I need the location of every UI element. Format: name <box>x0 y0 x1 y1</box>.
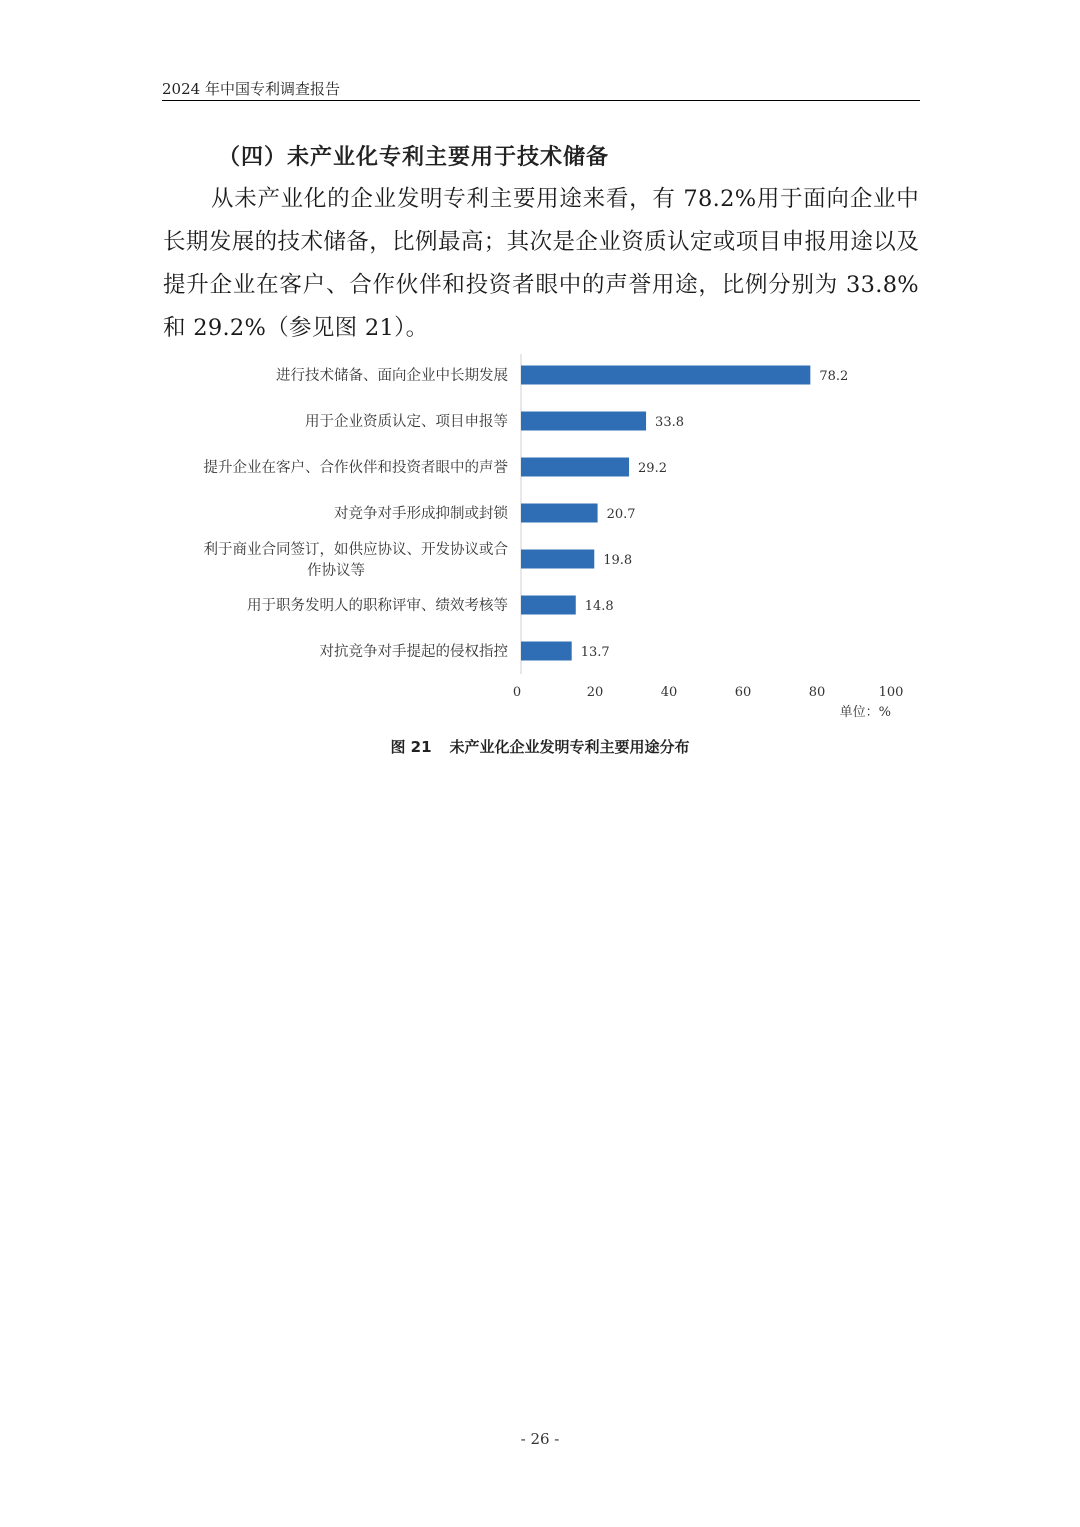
bar <box>521 458 629 477</box>
category-label: 提升企业在客户、合作伙伴和投资者眼中的声誉 <box>203 460 508 476</box>
category-label: 用于企业资质认定、项目申报等 <box>305 414 508 430</box>
category-label: 对抗竞争对手提起的侵权指控 <box>319 644 508 660</box>
figure-number: 图 21 <box>390 738 432 756</box>
section-title: （四）未产业化专利主要用于技术储备 <box>218 145 610 170</box>
x-tick-label: 100 <box>878 685 904 700</box>
data-label: 78.2 <box>819 369 849 384</box>
data-label: 19.8 <box>603 553 633 568</box>
bar-chart <box>160 350 920 730</box>
x-tick-label: 80 <box>808 685 826 700</box>
x-tick-label: 40 <box>660 685 678 700</box>
category-label: 作协议等 <box>307 563 365 579</box>
page-number: - 26 - <box>520 1430 560 1448</box>
data-label: 13.7 <box>580 645 610 660</box>
bar <box>521 642 572 661</box>
x-tick-label: 60 <box>734 685 752 700</box>
category-label: 利于商业合同签订，如供应协议、开发协议或合 <box>203 542 508 558</box>
figure-caption <box>0 736 1080 757</box>
data-label: 14.8 <box>584 599 614 614</box>
data-label: 29.2 <box>638 461 667 476</box>
figure-title: 未产业化企业发明专利主要用途分布 <box>449 738 690 756</box>
bar-chart-svg <box>160 350 920 730</box>
data-label: 33.8 <box>655 415 685 430</box>
bar <box>521 412 646 431</box>
category-label: 用于职务发明人的职称评审、绩效考核等 <box>247 598 508 614</box>
data-label: 20.7 <box>606 507 636 522</box>
bar <box>521 366 810 385</box>
x-tick-label: 20 <box>586 685 604 700</box>
x-tick-label: 0 <box>512 685 522 700</box>
bar <box>521 504 598 523</box>
bar <box>521 550 594 569</box>
category-label: 对竞争对手形成抑制或封锁 <box>334 506 508 522</box>
page-header <box>162 78 920 101</box>
bar <box>521 596 576 615</box>
header-title: 2024 年中国专利调查报告 <box>162 80 340 98</box>
body-paragraph: 从未产业化的企业发明专利主要用途来看，有 78.2%用于面向企业中长期发展的技术储备，比例最高；其次是企业资质认定或项目申报用途以及提升企业在客户、合作伙伴和投资者眼中的声誉用途，比例分别为 33.8%和 29.2%（参见图 21）。 <box>163 186 919 341</box>
category-label: 进行技术储备、面向企业中长期发展 <box>276 368 508 384</box>
unit-label: 单位：% <box>839 705 891 720</box>
